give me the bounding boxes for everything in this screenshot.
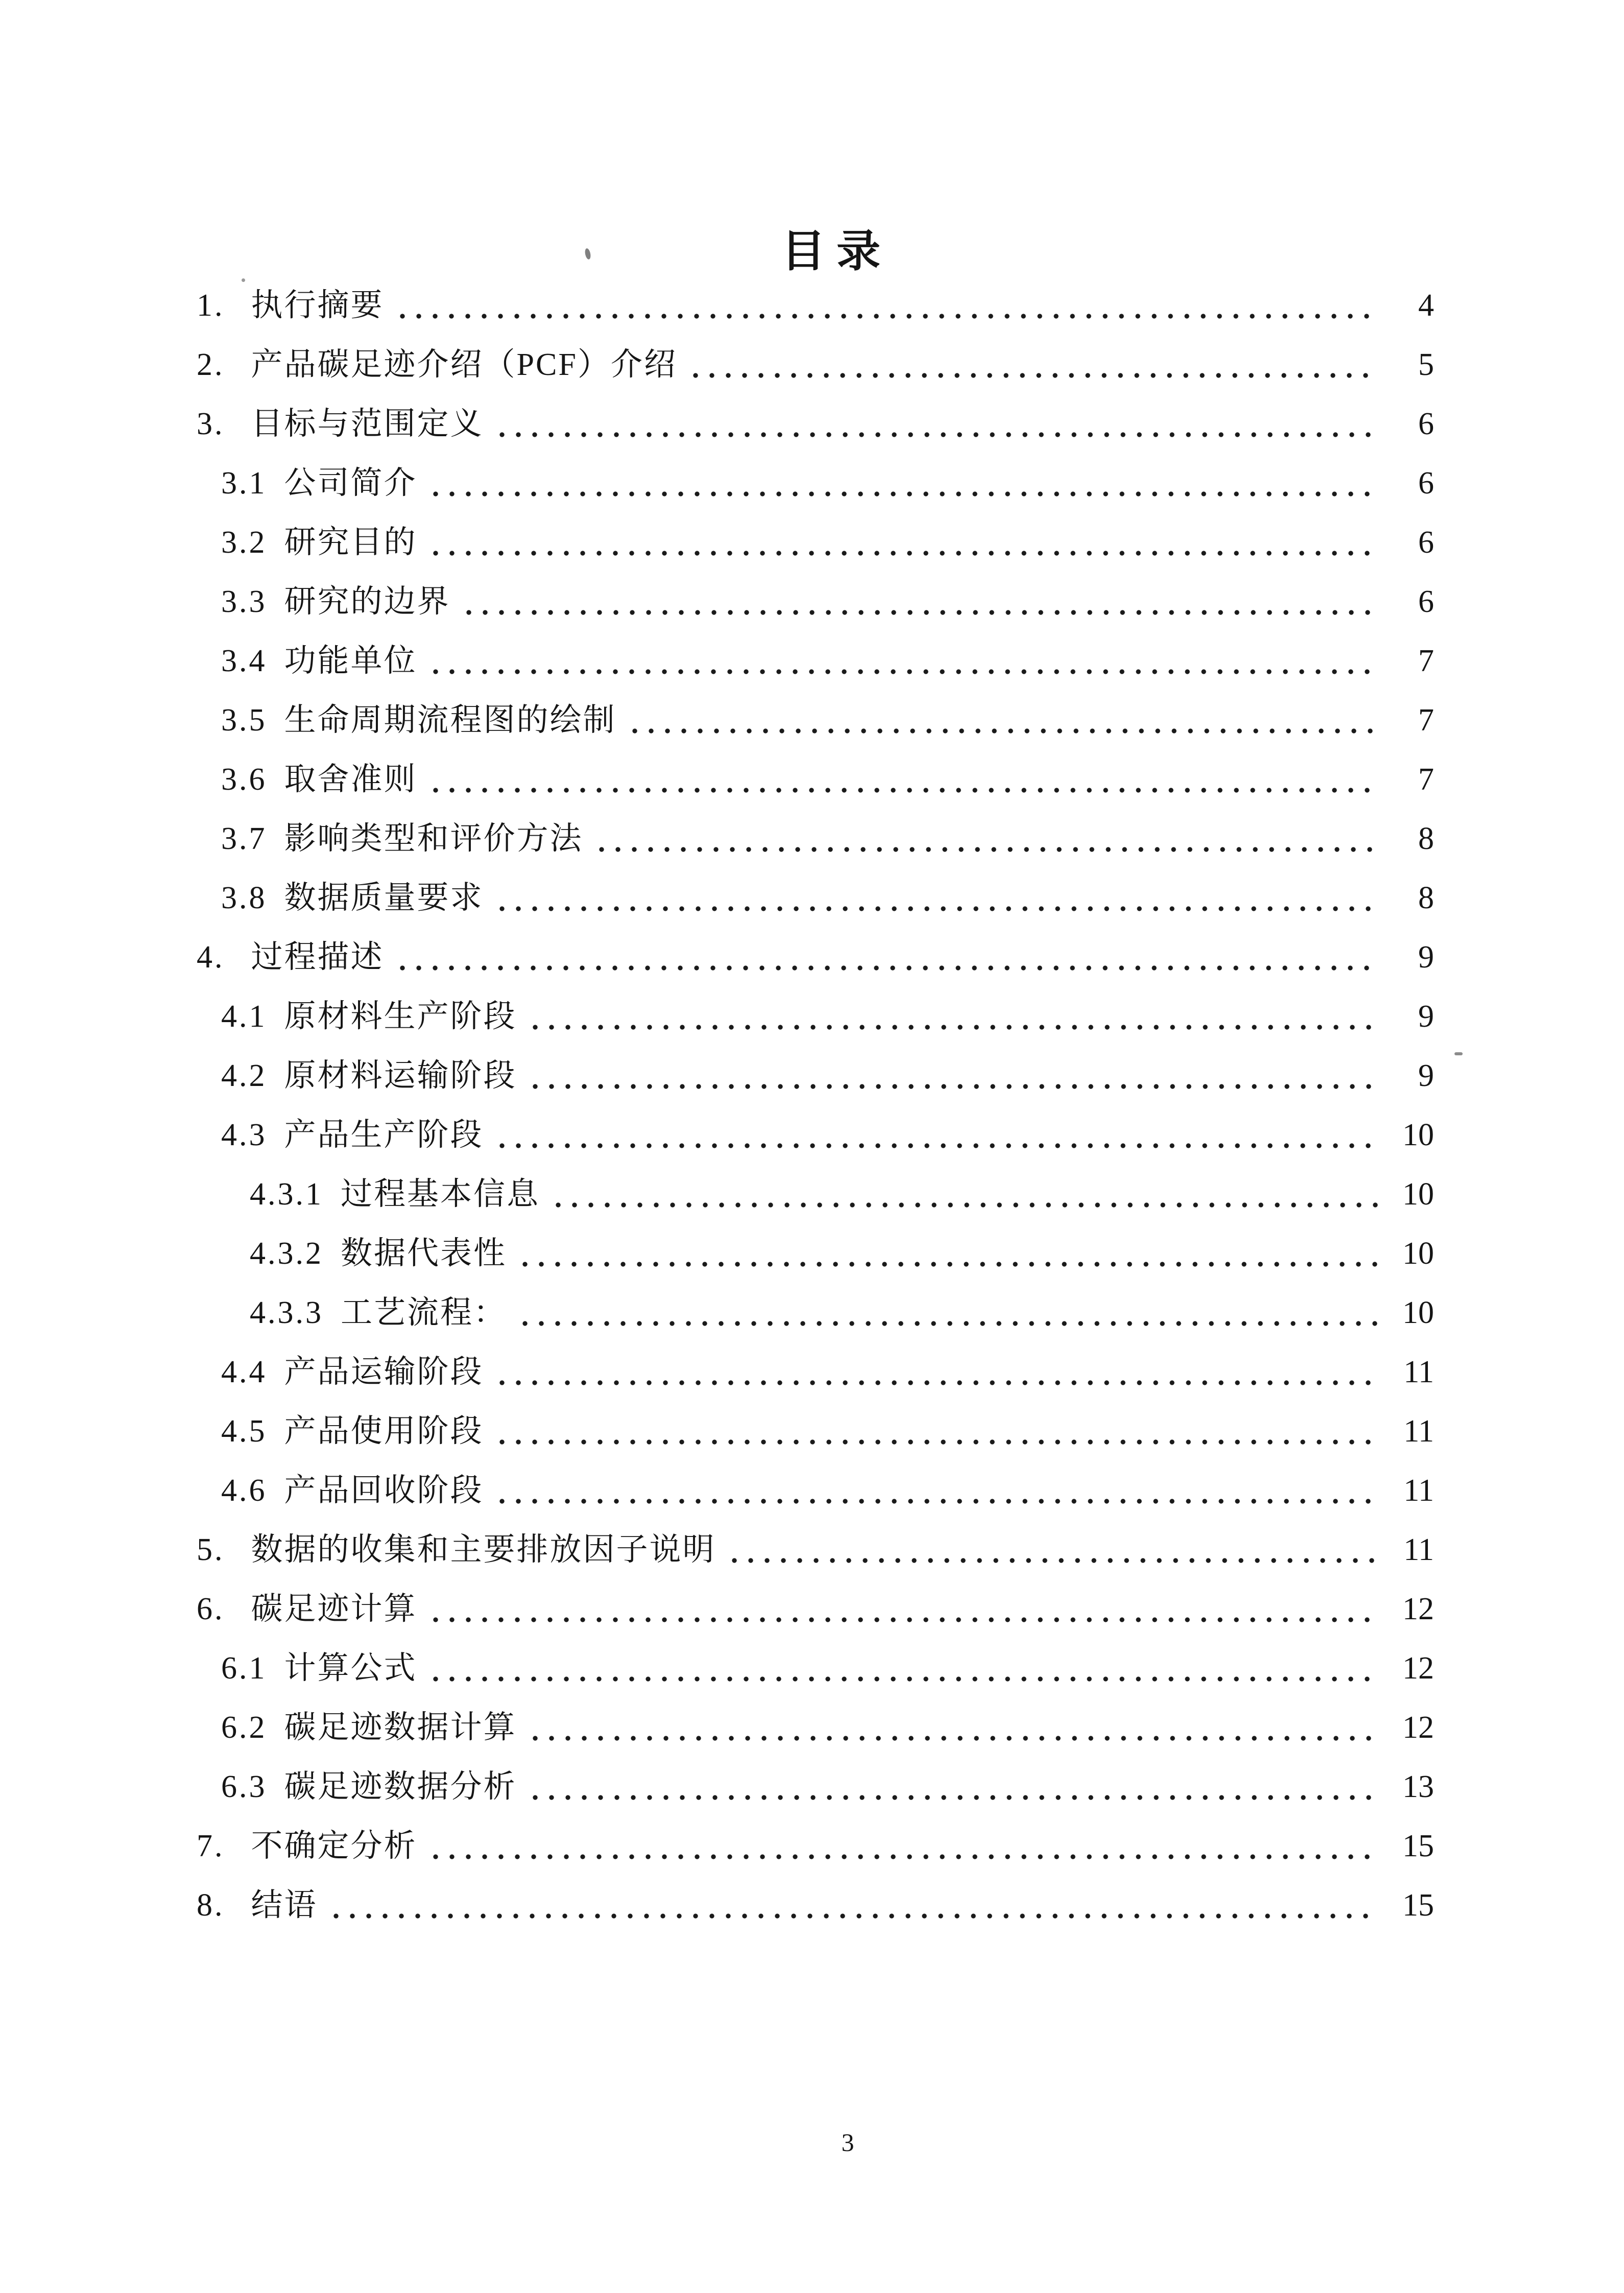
toc-entry-page: 9: [1418, 1058, 1434, 1093]
dot-leader: [394, 964, 1378, 972]
toc-entry-number: 8.: [197, 1888, 225, 1923]
toc-entry-title: 生命周期流程图的绘制: [284, 703, 616, 738]
toc-entry-number: 3.3: [221, 584, 267, 619]
toc-entry-title: 产品运输阶段: [284, 1355, 484, 1389]
toc-entry-page: 11: [1403, 1414, 1434, 1449]
dot-leader: [527, 1735, 1378, 1742]
toc-entry-page: 10: [1402, 1295, 1434, 1330]
toc-entry-page: 7: [1418, 644, 1434, 678]
toc-entry-title: 过程基本信息: [341, 1177, 540, 1212]
toc-entry-page: 7: [1418, 762, 1434, 797]
toc-entry-number: 4.: [197, 940, 225, 975]
page-title: 目录: [781, 226, 892, 276]
toc-entry: [197, 513, 1434, 572]
toc-entry-title: 影响类型和评价方法: [284, 821, 583, 856]
toc-entry-title: 数据的收集和主要排放因子说明: [251, 1532, 716, 1567]
dot-leader: [328, 1912, 1378, 1920]
toc-entry: [197, 335, 1434, 394]
dot-leader: [427, 787, 1378, 794]
toc-entry-title: 取舍准则: [284, 762, 417, 797]
dot-leader: [550, 1201, 1378, 1209]
toc-entry-page: 10: [1402, 1118, 1434, 1152]
toc-entry-page: 15: [1402, 1888, 1434, 1923]
toc-entry: [197, 928, 1434, 987]
toc-entry-number: 4.3: [221, 1118, 267, 1152]
toc-entry-number: 6.: [197, 1592, 225, 1626]
dot-leader: [517, 1261, 1378, 1268]
toc-entry-page: 8: [1418, 821, 1434, 856]
toc-entry-page: 10: [1402, 1236, 1434, 1271]
toc-entry-title: 碳足迹计算: [251, 1592, 417, 1626]
toc-entry-title: 碳足迹数据分析: [284, 1769, 517, 1804]
toc-entry-title: 产品碳足迹介绍（PCF）介绍: [251, 347, 677, 382]
toc-entry-page: 9: [1418, 999, 1434, 1034]
toc-entry: [197, 750, 1434, 809]
toc-entry-title: 数据质量要求: [284, 881, 484, 915]
toc-entry: [197, 394, 1434, 454]
toc-entry-page: 11: [1403, 1355, 1434, 1389]
toc-entry: [197, 987, 1434, 1046]
toc-entry-page: 12: [1402, 1710, 1434, 1745]
toc-entry-title: 过程描述: [251, 940, 384, 975]
toc-entry-title: 数据代表性: [341, 1236, 507, 1271]
toc-entry-title: 产品使用阶段: [284, 1414, 484, 1449]
toc-entry-page: 13: [1402, 1769, 1434, 1804]
toc-entry-page: 5: [1418, 347, 1434, 382]
table-of-contents: [197, 276, 1434, 1935]
toc-entry: [197, 691, 1434, 750]
toc-entry: [197, 1224, 1434, 1283]
toc-entry-page: 8: [1418, 881, 1434, 915]
toc-entry: [197, 809, 1434, 868]
toc-entry-title: 原材料生产阶段: [284, 999, 517, 1034]
toc-entry: [197, 1165, 1434, 1224]
scan-speck: [1454, 1052, 1463, 1055]
toc-entry-page: 6: [1418, 466, 1434, 501]
toc-entry-number: 3.6: [221, 762, 267, 797]
toc-entry: [197, 1342, 1434, 1402]
toc-entry-page: 12: [1402, 1592, 1434, 1626]
toc-entry-number: 3.8: [221, 881, 267, 915]
toc-entry-page: 6: [1418, 407, 1434, 441]
toc-entry: [197, 868, 1434, 928]
dot-leader: [627, 727, 1378, 735]
toc-entry-title: 不确定分析: [251, 1829, 417, 1863]
toc-entry-number: 5.: [197, 1532, 225, 1567]
dot-leader: [494, 1142, 1378, 1149]
toc-entry-title: 执行摘要: [251, 288, 384, 323]
toc-entry-number: 4.3.2: [250, 1236, 323, 1271]
dot-leader: [394, 313, 1378, 320]
toc-entry: [197, 1283, 1434, 1342]
dot-leader: [461, 609, 1378, 616]
toc-entry: [197, 1579, 1434, 1639]
toc-entry-number: 1.: [197, 288, 225, 323]
toc-entry-title: 产品生产阶段: [284, 1118, 484, 1152]
toc-entry-number: 4.3.3: [250, 1295, 323, 1330]
toc-entry-page: 10: [1402, 1177, 1434, 1212]
toc-entry-title: 研究的边界: [284, 584, 450, 619]
toc-entry-number: 3.2: [221, 525, 267, 560]
toc-entry-page: 9: [1418, 940, 1434, 975]
toc-entry-number: 6.1: [221, 1651, 267, 1686]
toc-entry-number: 4.3.1: [250, 1177, 323, 1212]
toc-entry-number: 4.6: [221, 1473, 267, 1508]
toc-entry-number: 3.: [197, 407, 225, 441]
toc-entry: [197, 1461, 1434, 1520]
toc-entry-title: 结语: [251, 1888, 318, 1923]
toc-entry: [197, 1698, 1434, 1757]
toc-entry-title: 功能单位: [284, 644, 417, 678]
toc-entry-title: 目标与范围定义: [251, 407, 484, 441]
scan-speck: [242, 278, 245, 282]
toc-entry-number: 3.5: [221, 703, 267, 738]
toc-entry-number: 3.7: [221, 821, 267, 856]
dot-leader: [494, 905, 1378, 912]
toc-entry-page: 12: [1402, 1651, 1434, 1686]
toc-entry-title: 产品回收阶段: [284, 1473, 484, 1508]
dot-leader: [527, 1083, 1378, 1090]
toc-entry-page: 11: [1403, 1473, 1434, 1508]
dot-leader: [427, 1616, 1378, 1623]
toc-entry-title: 研究目的: [284, 525, 417, 560]
toc-entry-title: 原材料运输阶段: [284, 1058, 517, 1093]
toc-entry-number: 4.5: [221, 1414, 267, 1449]
dot-leader: [427, 490, 1378, 498]
toc-entry-page: 6: [1418, 584, 1434, 619]
toc-entry-page: 11: [1403, 1532, 1434, 1567]
toc-entry-number: 6.2: [221, 1710, 267, 1745]
toc-entry: [197, 1757, 1434, 1816]
dot-leader: [427, 550, 1378, 557]
toc-entry-title: 计算公式: [284, 1651, 417, 1686]
dot-leader: [687, 372, 1378, 379]
toc-entry-page: 6: [1418, 525, 1434, 560]
toc-entry-number: 2.: [197, 347, 225, 382]
dot-leader: [494, 1498, 1378, 1505]
toc-entry-number: 7.: [197, 1829, 225, 1863]
dot-leader: [494, 1438, 1378, 1446]
toc-entry: [197, 572, 1434, 631]
toc-entry: [197, 1402, 1434, 1461]
toc-entry-number: 4.1: [221, 999, 267, 1034]
dot-leader: [527, 1794, 1378, 1801]
dot-leader: [494, 431, 1378, 438]
toc-entry-number: 4.4: [221, 1355, 267, 1389]
toc-entry-title: 碳足迹数据计算: [284, 1710, 517, 1745]
toc-entry: [197, 1816, 1434, 1876]
toc-entry: [197, 631, 1434, 691]
toc-entry-page: 4: [1418, 288, 1434, 323]
toc-entry-title: 公司简介: [284, 466, 417, 501]
toc-entry: [197, 1105, 1434, 1165]
dot-leader: [527, 1024, 1378, 1031]
dot-leader: [427, 1853, 1378, 1860]
toc-entry: [197, 454, 1434, 513]
toc-entry: [197, 276, 1434, 335]
dot-leader: [517, 1320, 1378, 1327]
dot-leader: [427, 1675, 1378, 1683]
dot-leader: [427, 668, 1378, 675]
dot-leader: [726, 1557, 1378, 1564]
toc-entry-number: 3.4: [221, 644, 267, 678]
toc-entry: [197, 1520, 1434, 1579]
toc-entry-title: 工艺流程：: [341, 1295, 507, 1330]
footer-page-number: 3: [841, 2128, 854, 2157]
toc-entry-page: 15: [1402, 1829, 1434, 1863]
toc-entry: [197, 1046, 1434, 1105]
toc-entry: [197, 1876, 1434, 1935]
dot-leader: [593, 846, 1378, 853]
toc-entry-page: 7: [1418, 703, 1434, 738]
toc-entry-number: 3.1: [221, 466, 267, 501]
toc-entry: [197, 1639, 1434, 1698]
toc-entry-number: 6.3: [221, 1769, 267, 1804]
toc-entry-number: 4.2: [221, 1058, 267, 1093]
dot-leader: [494, 1379, 1378, 1386]
